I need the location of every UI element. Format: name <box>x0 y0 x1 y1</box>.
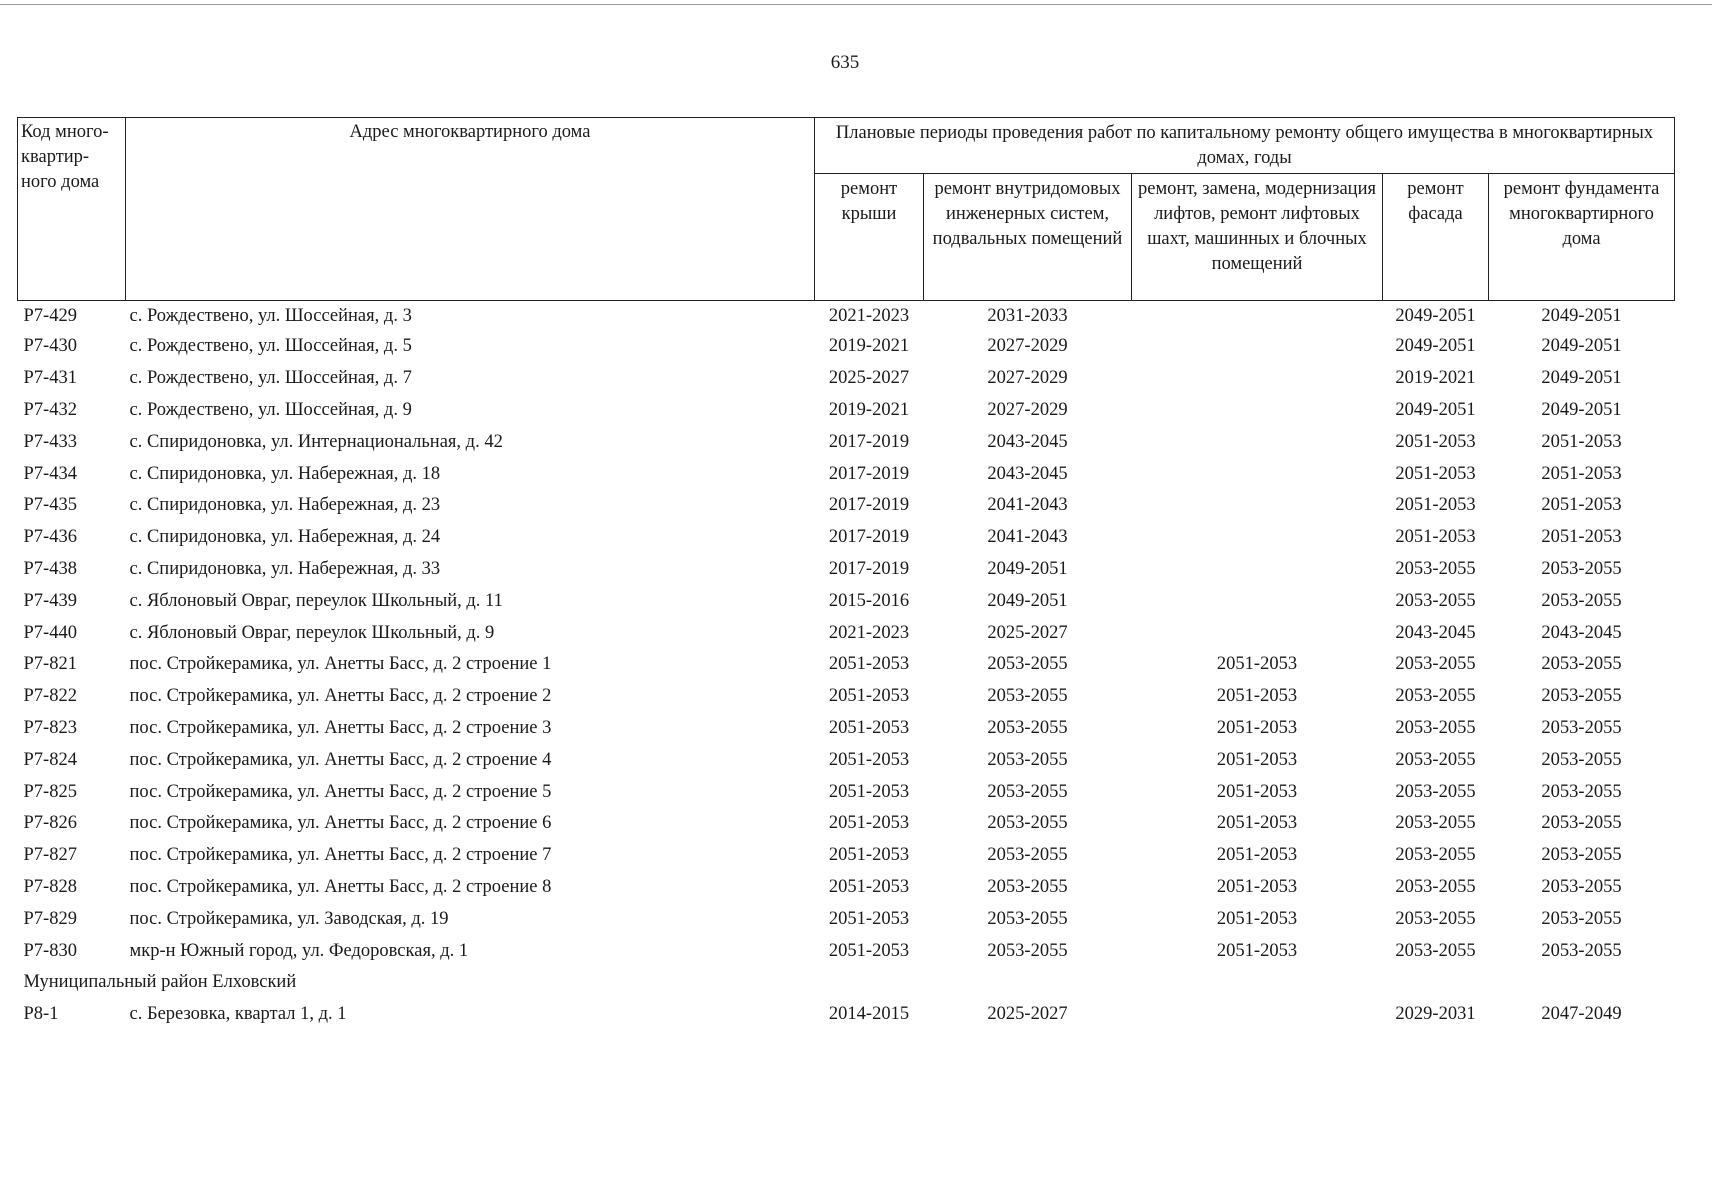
cell-code: Р7-822 <box>23 686 77 707</box>
cell-engineering: 2053-2055 <box>987 686 1068 707</box>
header-roof-repair: ремонт крыши <box>815 174 924 301</box>
cell-code: Р7-436 <box>23 527 77 548</box>
cell-foundation: 2053-2055 <box>1541 876 1622 897</box>
cell-engineering: 2053-2055 <box>987 940 1068 961</box>
cell-roof: 2051-2053 <box>828 749 910 770</box>
cell-roof: 2015-2016 <box>828 590 910 611</box>
cell-lifts <box>1132 395 1383 427</box>
cell-engineering: 2031-2033 <box>987 305 1068 326</box>
table-row <box>18 840 1675 872</box>
cell-facade: 2051-2053 <box>1395 527 1476 548</box>
cell-lifts <box>1132 617 1383 649</box>
table-row <box>18 776 1675 808</box>
cell-facade: 2049-2051 <box>1395 336 1476 357</box>
cell-facade: 2053-2055 <box>1395 558 1476 579</box>
cell-code: Р7-435 <box>23 495 77 516</box>
cell-engineering: 2053-2055 <box>987 813 1068 834</box>
cell-roof: 2017-2019 <box>828 495 910 516</box>
cell-code: Р7-826 <box>23 813 77 834</box>
cell-code: Р7-439 <box>23 590 77 611</box>
header-lifts: ремонт, замена, модернизация лифтов, ремонт лифтовых шахт, машинных и блочных помещений <box>1132 174 1383 301</box>
cell-roof: 2017-2019 <box>828 431 910 452</box>
cell-address: пос. Стройкерамика, ул. Заводская, д. 19 <box>129 908 449 929</box>
cell-lifts: 2051-2053 <box>1216 686 1298 707</box>
cell-facade: 2049-2051 <box>1395 399 1476 420</box>
cell-address: с. Рождествено, ул. Шоссейная, д. 5 <box>129 336 412 357</box>
cell-facade: 2043-2045 <box>1395 622 1476 643</box>
cell-foundation: 2043-2045 <box>1541 622 1622 643</box>
cell-roof: 2019-2021 <box>828 336 910 357</box>
cell-address: с. Яблоновый Овраг, переулок Школьный, д. 11 <box>129 590 503 611</box>
cell-foundation: 2051-2053 <box>1541 495 1622 516</box>
cell-address: с. Яблоновый Овраг, переулок Школьный, д. 9 <box>129 622 495 643</box>
cell-foundation: 2049-2051 <box>1541 336 1622 357</box>
cell-facade: 2053-2055 <box>1395 717 1476 738</box>
cell-foundation: 2053-2055 <box>1541 940 1622 961</box>
table-row <box>18 903 1675 935</box>
cell-code: Р7-823 <box>23 717 77 738</box>
table-row <box>18 617 1675 649</box>
cell-engineering: 2053-2055 <box>987 781 1068 802</box>
cell-facade: 2049-2051 <box>1395 305 1476 326</box>
cell-engineering: 2027-2029 <box>987 336 1068 357</box>
cell-address: с. Спиридоновка, ул. Интернациональная, д. 42 <box>129 431 503 452</box>
cell-lifts <box>1132 301 1383 332</box>
section-row <box>18 967 1675 999</box>
cell-code: Р7-824 <box>23 749 77 770</box>
cell-lifts: 2051-2053 <box>1216 813 1298 834</box>
cell-code: Р7-828 <box>23 876 77 897</box>
cell-facade: 2029-2031 <box>1395 1004 1476 1025</box>
cell-address: пос. Стройкерамика, ул. Анетты Басс, д. 2 строение 4 <box>129 749 552 770</box>
cell-roof: 2051-2053 <box>828 686 910 707</box>
cell-facade: 2053-2055 <box>1395 845 1476 866</box>
cell-engineering: 2053-2055 <box>987 845 1068 866</box>
cell-facade: 2053-2055 <box>1395 781 1476 802</box>
cell-roof: 2051-2053 <box>828 717 910 738</box>
cell-engineering: 2053-2055 <box>987 654 1068 675</box>
cell-address: с. Спиридоновка, ул. Набережная, д. 33 <box>129 558 441 579</box>
cell-address: пос. Стройкерамика, ул. Анетты Басс, д. 2 строение 8 <box>129 876 552 897</box>
cell-foundation: 2053-2055 <box>1541 654 1622 675</box>
cell-foundation: 2049-2051 <box>1541 305 1622 326</box>
cell-lifts <box>1132 585 1383 617</box>
table-row <box>18 301 1675 332</box>
top-edge-rule <box>0 4 1712 5</box>
cell-foundation: 2053-2055 <box>1541 781 1622 802</box>
table-row <box>18 585 1675 617</box>
cell-roof: 2021-2023 <box>828 622 910 643</box>
table-row <box>18 522 1675 554</box>
cell-code: Р7-438 <box>23 558 77 579</box>
cell-lifts: 2051-2053 <box>1216 908 1298 929</box>
cell-lifts: 2051-2053 <box>1216 940 1298 961</box>
page-number: 635 <box>830 52 860 73</box>
table-row <box>18 395 1675 427</box>
cell-lifts <box>1132 554 1383 586</box>
header-engineering-systems: ремонт внутридомовых инженерных систем, подвальных помещений <box>924 174 1132 301</box>
cell-foundation: 2051-2053 <box>1541 431 1622 452</box>
cell-address: пос. Стройкерамика, ул. Анетты Басс, д. 2 строение 6 <box>129 813 552 834</box>
cell-engineering: 2053-2055 <box>987 749 1068 770</box>
cell-address: с. Спиридоновка, ул. Набережная, д. 18 <box>129 463 441 484</box>
table-row <box>18 649 1675 681</box>
cell-code: Р7-434 <box>23 463 77 484</box>
cell-address: с. Рождествено, ул. Шоссейная, д. 3 <box>129 305 412 326</box>
cell-lifts <box>1132 426 1383 458</box>
cell-code: Р7-431 <box>23 368 77 389</box>
table-row <box>18 744 1675 776</box>
table-row <box>18 808 1675 840</box>
cell-engineering: 2043-2045 <box>987 431 1068 452</box>
section-title: Муниципальный район Елховский <box>23 972 297 993</box>
cell-foundation: 2053-2055 <box>1541 813 1622 834</box>
cell-facade: 2051-2053 <box>1395 431 1476 452</box>
cell-address: пос. Стройкерамика, ул. Анетты Басс, д. 2 строение 2 <box>129 686 552 707</box>
cell-code: Р7-433 <box>23 431 77 452</box>
cell-roof: 2051-2053 <box>828 876 910 897</box>
cell-engineering: 2027-2029 <box>987 399 1068 420</box>
cell-engineering: 2025-2027 <box>987 622 1068 643</box>
table-row <box>18 872 1675 904</box>
table-row <box>18 999 1675 1031</box>
cell-roof: 2021-2023 <box>828 305 910 326</box>
cell-facade: 2053-2055 <box>1395 749 1476 770</box>
table-row <box>18 490 1675 522</box>
capital-repair-schedule-table <box>17 117 1675 1031</box>
cell-code: Р7-821 <box>23 654 77 675</box>
cell-address: мкр-н Южный город, ул. Федоровская, д. 1 <box>129 940 469 961</box>
cell-code: Р7-432 <box>23 399 77 420</box>
cell-code: Р7-825 <box>23 781 77 802</box>
cell-facade: 2051-2053 <box>1395 463 1476 484</box>
cell-lifts <box>1132 331 1383 363</box>
cell-engineering: 2049-2051 <box>987 590 1068 611</box>
cell-foundation: 2049-2051 <box>1541 399 1622 420</box>
cell-engineering: 2053-2055 <box>987 876 1068 897</box>
cell-foundation: 2049-2051 <box>1541 368 1622 389</box>
cell-address: пос. Стройкерамика, ул. Анетты Басс, д. 2 строение 7 <box>129 845 552 866</box>
cell-facade: 2053-2055 <box>1395 940 1476 961</box>
cell-code: Р7-430 <box>23 336 77 357</box>
cell-facade: 2053-2055 <box>1395 908 1476 929</box>
cell-address: пос. Стройкерамика, ул. Анетты Басс, д. 2 строение 1 <box>129 654 552 675</box>
cell-roof: 2019-2021 <box>828 399 910 420</box>
cell-facade: 2019-2021 <box>1395 368 1476 389</box>
cell-engineering: 2053-2055 <box>987 717 1068 738</box>
cell-roof: 2025-2027 <box>828 368 910 389</box>
cell-roof: 2051-2053 <box>828 813 910 834</box>
cell-facade: 2053-2055 <box>1395 590 1476 611</box>
table-row <box>18 681 1675 713</box>
cell-address: с. Спиридоновка, ул. Набережная, д. 24 <box>129 527 441 548</box>
cell-roof: 2017-2019 <box>828 463 910 484</box>
cell-address: с. Спиридоновка, ул. Набережная, д. 23 <box>129 495 441 516</box>
table-header <box>18 118 1675 301</box>
cell-code: Р7-827 <box>23 845 77 866</box>
cell-address: пос. Стройкерамика, ул. Анетты Басс, д. 2 строение 3 <box>129 717 552 738</box>
cell-roof: 2051-2053 <box>828 781 910 802</box>
cell-code: Р8-1 <box>23 1004 59 1025</box>
cell-lifts <box>1132 458 1383 490</box>
cell-foundation: 2053-2055 <box>1541 908 1622 929</box>
table-row <box>18 331 1675 363</box>
table-row <box>18 935 1675 967</box>
table-row <box>18 554 1675 586</box>
cell-code: Р7-830 <box>23 940 77 961</box>
cell-foundation: 2051-2053 <box>1541 463 1622 484</box>
header-facade: ремонт фасада <box>1383 174 1489 301</box>
cell-engineering: 2049-2051 <box>987 558 1068 579</box>
cell-lifts <box>1132 999 1383 1031</box>
cell-foundation: 2053-2055 <box>1541 558 1622 579</box>
cell-lifts <box>1132 490 1383 522</box>
cell-lifts: 2051-2053 <box>1216 717 1298 738</box>
cell-code: Р7-429 <box>23 305 77 326</box>
cell-lifts: 2051-2053 <box>1216 781 1298 802</box>
cell-foundation: 2047-2049 <box>1541 1004 1622 1025</box>
cell-address: с. Березовка, квартал 1, д. 1 <box>129 1004 347 1025</box>
header-address: Адрес многоквартирного дома <box>126 118 815 301</box>
table-row <box>18 713 1675 745</box>
cell-lifts: 2051-2053 <box>1216 654 1298 675</box>
header-planned-periods: Плановые периоды проведения работ по капитальному ремонту общего имущества в многоквартирных домах, годы <box>815 118 1675 174</box>
header-code: Код много-квартир-ного дома <box>18 118 126 301</box>
cell-roof: 2051-2053 <box>828 940 910 961</box>
cell-roof: 2017-2019 <box>828 558 910 579</box>
cell-lifts: 2051-2053 <box>1216 876 1298 897</box>
cell-roof: 2051-2053 <box>828 845 910 866</box>
cell-code: Р7-829 <box>23 908 77 929</box>
cell-roof: 2051-2053 <box>828 654 910 675</box>
cell-lifts: 2051-2053 <box>1216 749 1298 770</box>
cell-engineering: 2043-2045 <box>987 463 1068 484</box>
cell-engineering: 2053-2055 <box>987 908 1068 929</box>
cell-code: Р7-440 <box>23 622 77 643</box>
table-row <box>18 363 1675 395</box>
table-body <box>18 301 1675 1031</box>
cell-lifts <box>1132 363 1383 395</box>
cell-roof: 2017-2019 <box>828 527 910 548</box>
header-foundation: ремонт фундамента многоквартирного дома <box>1489 174 1675 301</box>
cell-engineering: 2027-2029 <box>987 368 1068 389</box>
cell-foundation: 2053-2055 <box>1541 749 1622 770</box>
cell-facade: 2051-2053 <box>1395 495 1476 516</box>
cell-address: с. Рождествено, ул. Шоссейная, д. 7 <box>129 368 412 389</box>
cell-facade: 2053-2055 <box>1395 686 1476 707</box>
cell-address: с. Рождествено, ул. Шоссейная, д. 9 <box>129 399 412 420</box>
cell-facade: 2053-2055 <box>1395 813 1476 834</box>
table-row <box>18 426 1675 458</box>
cell-lifts: 2051-2053 <box>1216 845 1298 866</box>
cell-address: пос. Стройкерамика, ул. Анетты Басс, д. 2 строение 5 <box>129 781 552 802</box>
cell-roof: 2014-2015 <box>828 1004 910 1025</box>
cell-roof: 2051-2053 <box>828 908 910 929</box>
cell-engineering: 2025-2027 <box>987 1004 1068 1025</box>
cell-engineering: 2041-2043 <box>987 527 1068 548</box>
cell-engineering: 2041-2043 <box>987 495 1068 516</box>
cell-facade: 2053-2055 <box>1395 876 1476 897</box>
table-row <box>18 458 1675 490</box>
cell-facade: 2053-2055 <box>1395 654 1476 675</box>
cell-foundation: 2053-2055 <box>1541 717 1622 738</box>
cell-foundation: 2051-2053 <box>1541 527 1622 548</box>
cell-foundation: 2053-2055 <box>1541 590 1622 611</box>
cell-foundation: 2053-2055 <box>1541 686 1622 707</box>
cell-lifts <box>1132 522 1383 554</box>
cell-foundation: 2053-2055 <box>1541 845 1622 866</box>
